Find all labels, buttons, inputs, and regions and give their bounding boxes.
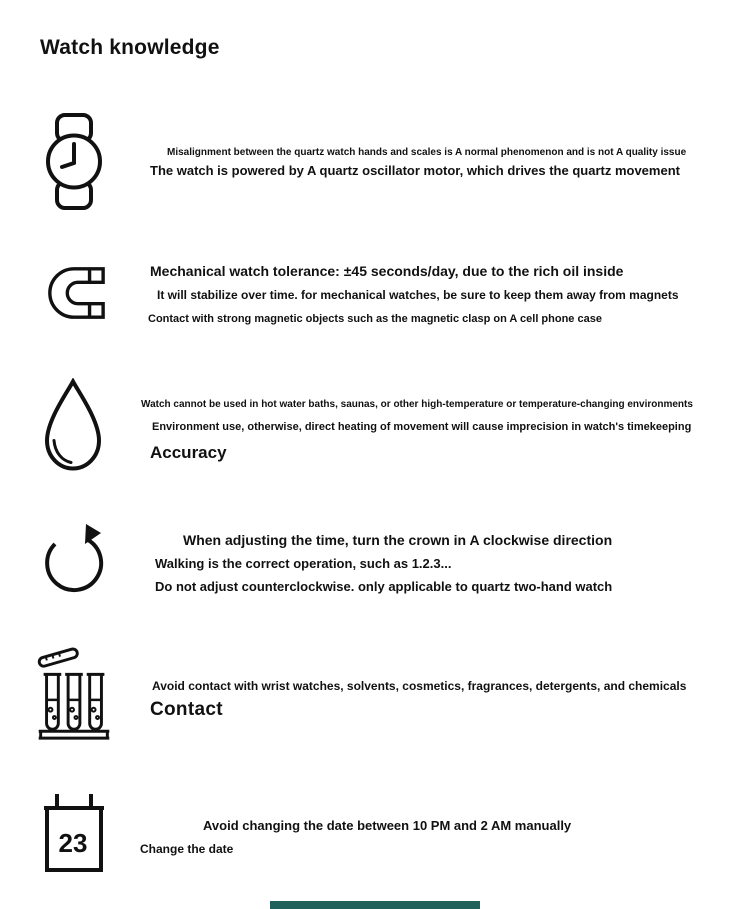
clockwise-arrow-icon: [42, 521, 106, 597]
quartz-main-line: The watch is powered by A quartz oscillator motor, which drives the quartz movement: [150, 163, 680, 178]
chemical-warning-line: Avoid contact with wrist watches, solvents, cosmetics, fragrances, detergents, and chemicals: [152, 679, 687, 693]
wristwatch-icon: [42, 113, 106, 210]
crown-counterclockwise-line: Do not adjust counterclockwise. only applicable to quartz two-hand watch: [155, 579, 613, 594]
crown-walking-line: Walking is the correct operation, such as 1.2.3...: [155, 556, 452, 571]
quartz-note-line: Misalignment between the quartz watch hands and scales is A normal phenomenon and is not A quality issue: [167, 147, 687, 158]
water-drop-icon: [40, 378, 106, 475]
calendar-icon: [42, 790, 106, 874]
calendar-day-number: 23: [58, 828, 88, 858]
date-warning-line: Avoid changing the date between 10 PM and 2 AM manually: [203, 818, 572, 833]
date-change-label: Change the date: [140, 842, 234, 856]
page-title: Watch knowledge: [40, 36, 220, 59]
bottom-accent-bar: [270, 901, 480, 909]
magnet-tolerance-line: Mechanical watch tolerance: ±45 seconds/day, due to the rich oil inside: [150, 263, 624, 279]
magnet-stabilize-line: It will stabilize over time. for mechanical watches, be sure to keep them away from magnets: [157, 288, 679, 302]
temperature-detail-line: Environment use, otherwise, direct heating of movement will cause imprecision in watch's timekeeping: [152, 421, 692, 433]
magnet-icon: [45, 263, 107, 323]
accuracy-heading: Accuracy: [150, 443, 227, 462]
contact-heading: Contact: [150, 699, 223, 720]
temperature-warning-line: Watch cannot be used in hot water baths, saunas, or other high-temperature or temperature-changing environments: [141, 399, 693, 410]
test-tubes-icon: [36, 645, 112, 743]
magnet-contact-line: Contact with strong magnetic objects such as the magnetic clasp on A cell phone case: [148, 313, 602, 325]
crown-clockwise-line: When adjusting the time, turn the crown in A clockwise direction: [183, 532, 613, 548]
